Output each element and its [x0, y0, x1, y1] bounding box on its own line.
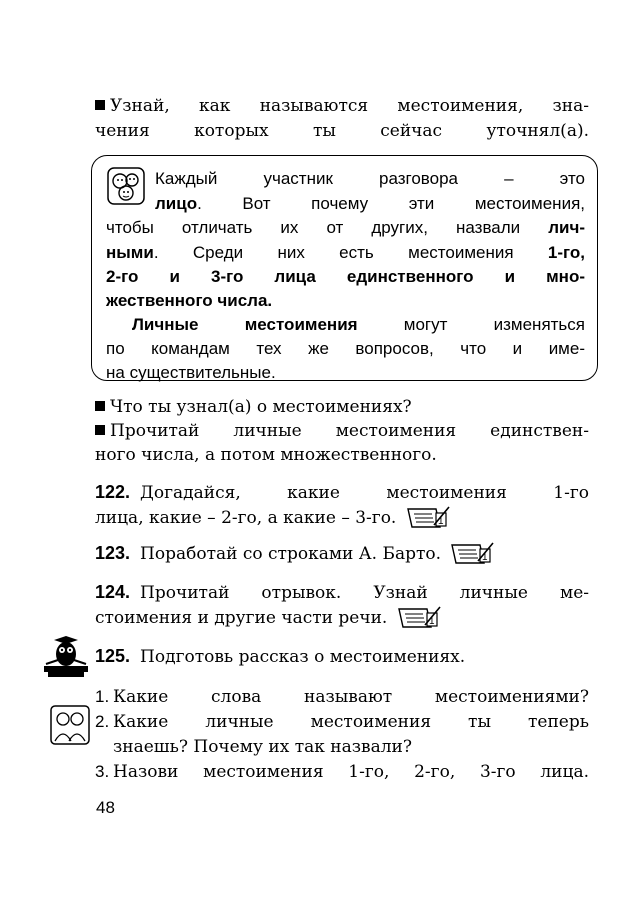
question-1: 1. Какие слова называют местоимениями? — [95, 687, 589, 707]
rule-line-2: лицо. Вот почему эти местоимения, — [155, 194, 585, 213]
owl-on-books-icon — [40, 632, 92, 680]
rule-line-3: чтобы отличать их от других, назвали лич- — [106, 218, 585, 237]
page-number: 48 — [96, 798, 115, 817]
exercise-122-line-1: 122. Догадайся, какие местоимения 1-го — [95, 482, 589, 503]
rule-line-6: жественного числа. — [106, 291, 273, 310]
two-children-icon — [50, 705, 90, 745]
question-2-cont: знаешь? Почему их так назвали? — [113, 737, 412, 757]
rule-line-7: Личные местоимения могут изменяться — [132, 315, 585, 334]
bullet-icon — [95, 100, 105, 110]
task-question-2-cont: ного числа, а потом множественного. — [95, 445, 437, 465]
rule-line-9: на существительные. — [106, 363, 276, 382]
rule-line-4: ными. Среди них есть местоимения 1-го, — [106, 243, 585, 262]
svg-text:1: 1 — [482, 552, 488, 563]
rule-line-5: 2-го и 3-го лица единственного и мно- — [106, 267, 585, 286]
bullet-icon — [95, 425, 105, 435]
question-2: 2. Какие личные местоимения ты теперь — [95, 712, 589, 732]
exercise-125: 125. Подготовь рассказ о местоимениях. — [95, 646, 466, 667]
rule-line-1: Каждый участник разговора – это — [155, 169, 585, 188]
workbook-icon — [450, 541, 494, 565]
workbook-icon — [397, 605, 441, 629]
task-question-1: Что ты узнал(а) о местоимениях? — [95, 395, 589, 419]
exercise-124-line-1: 124. Прочитай отрывок. Узнай личные ме- — [95, 582, 589, 603]
question-3: 3. Назови местоимения 1-го, 2-го, 3-го лица. — [95, 762, 589, 782]
exercise-122-line-2: лица, какие – 2-го, а какие – 3-го. 1 — [95, 505, 545, 529]
svg-text:1: 1 — [428, 616, 435, 627]
discussion-faces-icon — [107, 167, 145, 205]
task-question-2: Прочитай личные местоимения единствен- — [95, 419, 589, 443]
intro-line-2: чения которых ты сейчас уточнял(а). — [95, 121, 589, 141]
intro-line-1: Узнай, как называются местоимения, зна- — [95, 94, 589, 118]
rule-line-8: по командам тех же вопросов, что и име- — [106, 339, 585, 358]
exercise-123: 123. Поработай со строками А. Барто. 1 — [95, 541, 589, 565]
exercise-124-line-2: стоимения и другие части речи. 1 — [95, 605, 589, 629]
workbook-icon — [406, 505, 450, 529]
svg-text:1: 1 — [437, 516, 444, 527]
bullet-icon — [95, 401, 105, 411]
